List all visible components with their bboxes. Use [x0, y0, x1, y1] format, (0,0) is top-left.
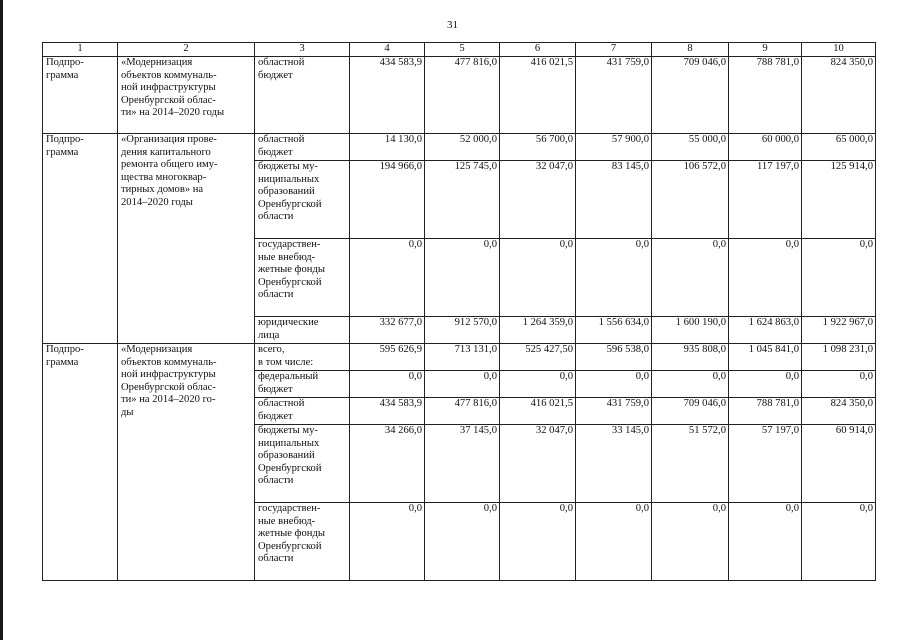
amount-cell: 0,0	[576, 503, 652, 581]
amount-cell: 56 700,0	[500, 134, 576, 161]
amount-cell: 525 427,50	[500, 344, 576, 371]
amount-cell: 0,0	[425, 503, 500, 581]
funding-source-cell: государствен- ные внебюд- жетные фонды Оренбургской области	[255, 503, 350, 581]
table-row	[43, 57, 876, 134]
amount-cell: 935 808,0	[652, 344, 729, 371]
amount-cell: 0,0	[652, 239, 729, 317]
column-header: 3	[255, 43, 350, 57]
amount-cell: 51 572,0	[652, 425, 729, 503]
column-header: 10	[802, 43, 876, 57]
amount-cell: 57 900,0	[576, 134, 652, 161]
amount-cell: 65 000,0	[802, 134, 876, 161]
amount-cell: 0,0	[652, 371, 729, 398]
amount-cell: 33 145,0	[576, 425, 652, 503]
amount-cell: 57 197,0	[729, 425, 802, 503]
amount-cell: 416 021,5	[500, 398, 576, 425]
amount-cell: 60 914,0	[802, 425, 876, 503]
funding-source-cell: областной бюджет	[255, 398, 350, 425]
column-header: 8	[652, 43, 729, 57]
amount-cell: 1 264 359,0	[500, 317, 576, 344]
column-header: 6	[500, 43, 576, 57]
amount-cell: 1 045 841,0	[729, 344, 802, 371]
amount-cell: 52 000,0	[425, 134, 500, 161]
amount-cell: 788 781,0	[729, 57, 802, 134]
page-number: 31	[447, 19, 458, 31]
amount-cell: 32 047,0	[500, 425, 576, 503]
funding-source-cell: бюджеты му- ниципальных образований Оренбургской области	[255, 425, 350, 503]
amount-cell: 912 570,0	[425, 317, 500, 344]
amount-cell: 0,0	[500, 503, 576, 581]
amount-cell: 824 350,0	[802, 57, 876, 134]
amount-cell: 477 816,0	[425, 398, 500, 425]
funding-source-cell: бюджеты му- ниципальных образований Оренбургской области	[255, 161, 350, 239]
amount-cell: 0,0	[652, 503, 729, 581]
amount-cell: 416 021,5	[500, 57, 576, 134]
amount-cell: 194 966,0	[350, 161, 425, 239]
scan-edge	[0, 0, 3, 640]
column-header: 1	[43, 43, 118, 57]
amount-cell: 1 098 231,0	[802, 344, 876, 371]
amount-cell: 595 626,9	[350, 344, 425, 371]
amount-cell: 1 624 863,0	[729, 317, 802, 344]
amount-cell: 431 759,0	[576, 398, 652, 425]
header-row	[43, 43, 876, 57]
amount-cell: 0,0	[350, 503, 425, 581]
column-header: 4	[350, 43, 425, 57]
funding-source-cell: областной бюджет	[255, 134, 350, 161]
amount-cell: 0,0	[576, 239, 652, 317]
amount-cell: 117 197,0	[729, 161, 802, 239]
amount-cell: 709 046,0	[652, 57, 729, 134]
amount-cell: 32 047,0	[500, 161, 576, 239]
amount-cell: 60 000,0	[729, 134, 802, 161]
amount-cell: 106 572,0	[652, 161, 729, 239]
program-name-cell: «Организация прове- дения капитального ремонта общего иму- щества многоквар- тирных домов» на 2014–2020 годы	[118, 134, 255, 344]
amount-cell: 0,0	[350, 371, 425, 398]
amount-cell: 125 914,0	[802, 161, 876, 239]
amount-cell: 332 677,0	[350, 317, 425, 344]
amount-cell: 596 538,0	[576, 344, 652, 371]
amount-cell: 34 266,0	[350, 425, 425, 503]
column-header: 5	[425, 43, 500, 57]
program-name-cell: «Модернизация объектов коммуналь- ной инфраструктуры Оренбургской облас- ти» на 2014–2020 годы	[118, 57, 255, 134]
funding-source-cell: государствен- ные внебюд- жетные фонды Оренбургской области	[255, 239, 350, 317]
amount-cell: 0,0	[729, 239, 802, 317]
program-type-cell: Подпро- грамма	[43, 134, 118, 344]
funding-source-cell: областной бюджет	[255, 57, 350, 134]
amount-cell: 0,0	[802, 503, 876, 581]
amount-cell: 0,0	[425, 239, 500, 317]
amount-cell: 0,0	[576, 371, 652, 398]
column-header: 7	[576, 43, 652, 57]
funding-source-cell: юридические лица	[255, 317, 350, 344]
amount-cell: 83 145,0	[576, 161, 652, 239]
amount-cell: 37 145,0	[425, 425, 500, 503]
table-header	[43, 43, 876, 57]
amount-cell: 1 922 967,0	[802, 317, 876, 344]
amount-cell: 14 130,0	[350, 134, 425, 161]
amount-cell: 125 745,0	[425, 161, 500, 239]
amount-cell: 431 759,0	[576, 57, 652, 134]
program-type-cell: Подпро- грамма	[43, 344, 118, 581]
budget-table	[42, 42, 876, 581]
amount-cell: 0,0	[500, 371, 576, 398]
amount-cell: 0,0	[729, 503, 802, 581]
table-body	[43, 57, 876, 581]
amount-cell: 1 600 190,0	[652, 317, 729, 344]
amount-cell: 0,0	[729, 371, 802, 398]
table-row	[43, 134, 876, 161]
amount-cell: 0,0	[802, 371, 876, 398]
amount-cell: 434 583,9	[350, 57, 425, 134]
program-name-cell: «Модернизация объектов коммуналь- ной инфраструктуры Оренбургской облас- ти» на 2014–2020 го- ды	[118, 344, 255, 581]
funding-source-cell: федеральный бюджет	[255, 371, 350, 398]
amount-cell: 477 816,0	[425, 57, 500, 134]
column-header: 2	[118, 43, 255, 57]
amount-cell: 55 000,0	[652, 134, 729, 161]
amount-cell: 713 131,0	[425, 344, 500, 371]
amount-cell: 0,0	[350, 239, 425, 317]
funding-source-cell: всего, в том числе:	[255, 344, 350, 371]
amount-cell: 0,0	[425, 371, 500, 398]
amount-cell: 0,0	[802, 239, 876, 317]
column-header: 9	[729, 43, 802, 57]
amount-cell: 824 350,0	[802, 398, 876, 425]
amount-cell: 1 556 634,0	[576, 317, 652, 344]
amount-cell: 0,0	[500, 239, 576, 317]
program-type-cell: Подпро- грамма	[43, 57, 118, 134]
amount-cell: 709 046,0	[652, 398, 729, 425]
amount-cell: 788 781,0	[729, 398, 802, 425]
table-row	[43, 344, 876, 371]
amount-cell: 434 583,9	[350, 398, 425, 425]
